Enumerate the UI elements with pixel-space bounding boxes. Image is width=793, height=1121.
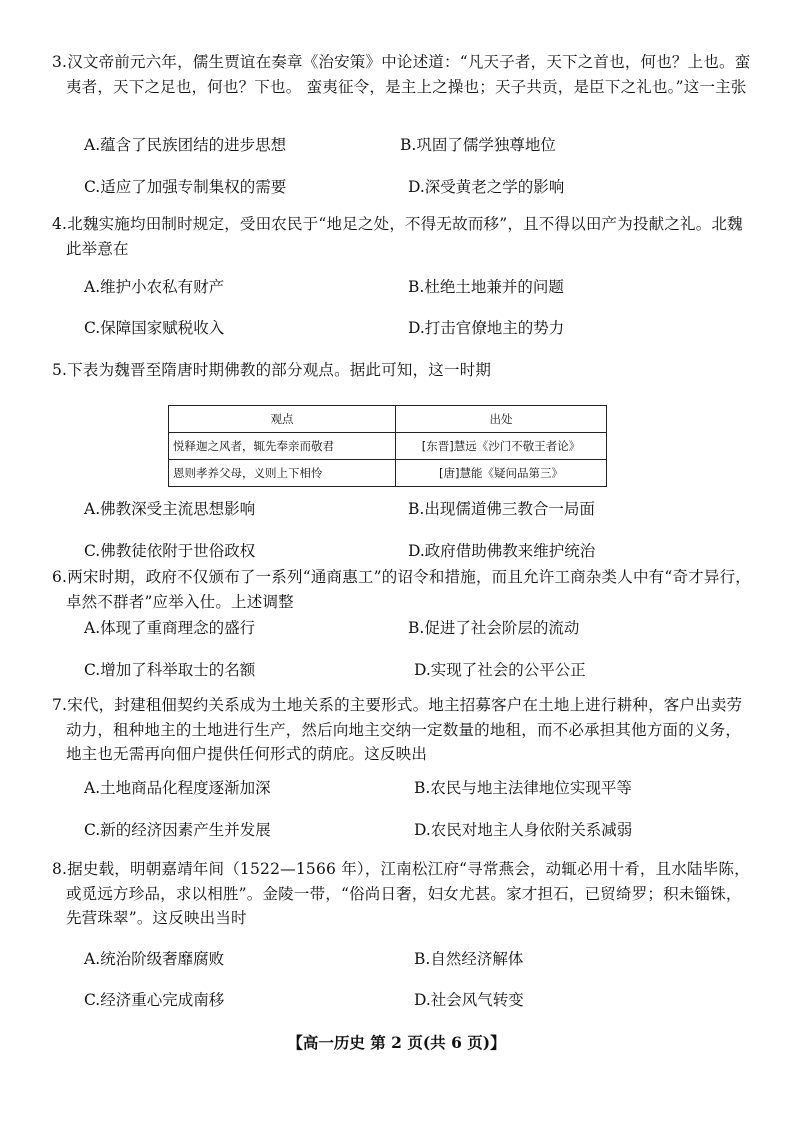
question-8-option-c: C.经济重心完成南移 xyxy=(84,991,225,1009)
question-3-stem: 3.汉文帝前元六年，儒生贾谊在奏章《治安策》中论述道：“凡天子者，天下之首也，何也？上也。蛮夷者，天下之足也，何也？下也。 蛮夷征令，是主上之操也；天子共贡，是臣下之礼也。”这一主张 xyxy=(52,53,751,96)
table-row xyxy=(169,433,607,460)
question-7-stem: 7.宋代，封建租佃契约关系成为土地关系的主要形式。地主招募客户在土地上进行耕种，客户出卖劳动力，租种地主的土地进行生产，然后向地主交纳一定数量的地租，而不必承担其他方面的义务，地主也无需再向佃户提供任何形式的荫庇。这反映出 xyxy=(52,696,743,763)
question-7-option-a: A.土地商品化程度逐渐加深 xyxy=(84,779,271,797)
table-header-row xyxy=(169,406,607,433)
page-footer: 【高一历史 第 2 页(共 6 页)】 xyxy=(287,1033,506,1052)
question-3-option-a: A.蕴含了民族团结的进步思想 xyxy=(84,136,287,154)
table-cell: [东晋]慧远《沙门不敬王者论》 xyxy=(396,433,607,460)
question-8-stem: 8.据史载，明朝嘉靖年间（1522—1566 年），江南松江府“寻常燕会，动辄必用十肴，且水陆毕陈，或觅远方珍品，求以相胜”。金陵一带，“俗尚日奢，妇女尤甚。家才担石，已贸绮罗；积未锱铢，先营珠翠”。这反映出当时 xyxy=(52,860,750,927)
question-8-option-d: D.社会风气转变 xyxy=(414,991,524,1009)
question-5-option-b: B.出现儒道佛三教合一局面 xyxy=(408,500,595,518)
question-5-option-a: A.佛教深受主流思想影响 xyxy=(84,500,256,518)
table-row xyxy=(169,460,607,487)
table-header-source: 出处 xyxy=(396,406,607,433)
question-3-option-b: B.巩固了儒学独尊地位 xyxy=(400,136,556,154)
question-7-option-d: D.农民对地主人身依附关系减弱 xyxy=(414,821,633,839)
question-7-option-b: B.农民与地主法律地位实现平等 xyxy=(414,779,632,797)
question-5-stem: 5.下表为魏晋至隋唐时期佛教的部分观点。据此可知，这一时期 xyxy=(52,361,492,379)
table-cell: 悦释迦之风者，辄先奉亲而敬君 xyxy=(169,433,396,460)
table-cell: 恩则孝养父母，义则上下相怜 xyxy=(169,460,396,487)
question-8-option-b: B.自然经济解体 xyxy=(414,950,524,968)
question-4-option-a: A.维护小农私有财产 xyxy=(84,278,225,296)
question-3-option-c: C.适应了加强专制集权的需要 xyxy=(84,178,287,196)
question-4-option-c: C.保障国家赋税收入 xyxy=(84,319,225,337)
question-6-option-b: B.促进了社会阶层的流动 xyxy=(408,619,580,637)
question-4-option-d: D.打击官僚地主的势力 xyxy=(408,319,565,337)
question-6-option-a: A.体现了重商理念的盛行 xyxy=(84,619,256,637)
question-4-stem: 4.北魏实施均田制时规定，受田农民于“地足之处，不得无故而移”，且不得以田产为投献之礼。北魏此举意在 xyxy=(52,215,743,258)
question-6-option-c: C.增加了科举取士的名额 xyxy=(84,661,256,679)
question-8-option-a: A.统治阶级奢靡腐败 xyxy=(84,950,225,968)
question-7-option-c: C.新的经济因素产生并发展 xyxy=(84,821,271,839)
viewpoint-source-table xyxy=(168,405,607,487)
table-cell: [唐]慧能《疑问品第三》 xyxy=(396,460,607,487)
question-3-option-d: D.深受黄老之学的影响 xyxy=(408,178,565,196)
question-5-option-d: D.政府借助佛教来维护统治 xyxy=(408,542,596,560)
question-6-option-d: D.实现了社会的公平公正 xyxy=(414,661,586,679)
question-4-option-b: B.杜绝土地兼并的问题 xyxy=(408,278,564,296)
table-header-viewpoint: 观点 xyxy=(169,406,396,433)
question-6-stem: 6.两宋时期，政府不仅颁布了一系列“通商惠工”的诏令和措施，而且允许工商杂类人中有“奇才异行，卓然不群者”应举入仕。上述调整 xyxy=(52,568,751,611)
question-5-option-c: C.佛教徒依附于世俗政权 xyxy=(84,542,256,560)
